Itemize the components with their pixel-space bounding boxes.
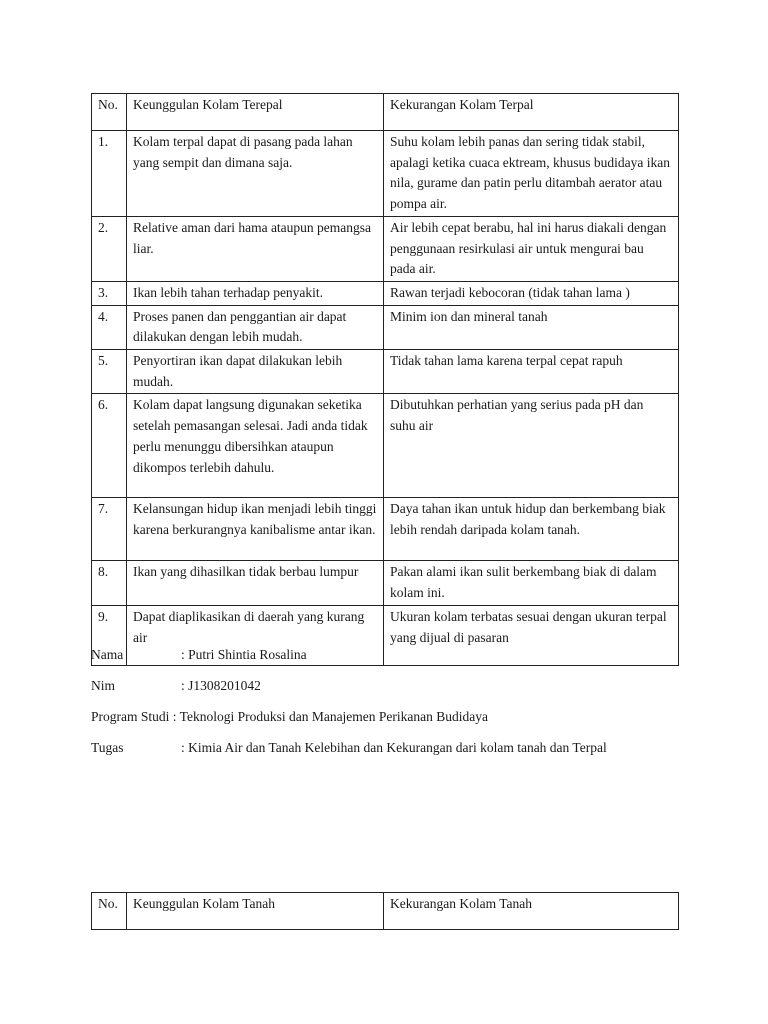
table-row [92, 498, 679, 561]
table-header-row [92, 94, 679, 131]
tugas-value: : Kimia Air dan Tanah Kelebihan dan Kekurangan dari kolam tanah dan Terpal [181, 740, 607, 755]
info-nim [91, 678, 261, 694]
header-advantage: Keunggulan Kolam Tanah [127, 893, 384, 930]
row-no: 2. [92, 216, 127, 281]
row-advantage: Ikan lebih tahan terhadap penyakit. [127, 281, 384, 305]
prodi-label: Program Studi [91, 709, 170, 724]
row-no: 7. [92, 498, 127, 561]
row-advantage: Kolam terpal dapat di pasang pada lahan yang sempit dan dimana saja. [127, 131, 384, 217]
info-nama [91, 647, 307, 663]
nim-value: : J1308201042 [181, 678, 261, 693]
table-row [92, 561, 679, 605]
row-disadvantage: Tidak tahan lama karena terpal cepat rapuh [384, 350, 679, 394]
table-row [92, 350, 679, 394]
row-no: 5. [92, 350, 127, 394]
row-advantage: Relative aman dari hama ataupun pemangsa liar. [127, 216, 384, 281]
row-advantage: Proses panen dan penggantian air dapat dilakukan dengan lebih mudah. [127, 305, 384, 349]
row-advantage: Kolam dapat langsung digunakan seketika setelah pemasangan selesai. Jadi anda tidak perlu menunggu dibersihkan ataupun dikompos terlebih dahulu. [127, 394, 384, 498]
row-advantage: Kelansungan hidup ikan menjadi lebih tinggi karena berkurangnya kanibalisme antar ikan. [127, 498, 384, 561]
row-disadvantage: Rawan terjadi kebocoran (tidak tahan lama ) [384, 281, 679, 305]
row-disadvantage: Ukuran kolam terbatas sesuai dengan ukuran terpal yang dijual di pasaran [384, 605, 679, 665]
header-no: No. [92, 94, 127, 131]
nim-label: Nim [91, 678, 116, 693]
header-disadvantage: Kekurangan Kolam Terpal [384, 94, 679, 131]
table-header-row [92, 893, 679, 930]
row-disadvantage: Pakan alami ikan sulit berkembang biak di dalam kolam ini. [384, 561, 679, 605]
nama-label: Nama [91, 647, 124, 662]
prodi-value: : Teknologi Produksi dan Manajemen Perikanan Budidaya [169, 709, 489, 724]
table-row [92, 281, 679, 305]
row-disadvantage: Minim ion dan mineral tanah [384, 305, 679, 349]
row-advantage: Ikan yang dihasilkan tidak berbau lumpur [127, 561, 384, 605]
tugas-label: Tugas [91, 740, 124, 755]
table-row [92, 394, 679, 498]
row-disadvantage: Dibutuhkan perhatian yang serius pada pH dan suhu air [384, 394, 679, 498]
info-program-studi [91, 709, 488, 725]
header-no: No. [92, 893, 127, 930]
nama-value: : Putri Shintia Rosalina [181, 647, 307, 662]
table-row [92, 131, 679, 217]
comparison-table-terpal [91, 93, 679, 666]
table-row [92, 216, 679, 281]
row-no: 6. [92, 394, 127, 498]
row-no: 8. [92, 561, 127, 605]
comparison-table-tanah [91, 892, 679, 930]
header-advantage: Keunggulan Kolam Terepal [127, 94, 384, 131]
row-no: 1. [92, 131, 127, 217]
header-disadvantage: Kekurangan Kolam Tanah [384, 893, 679, 930]
row-disadvantage: Daya tahan ikan untuk hidup dan berkembang biak lebih rendah daripada kolam tanah. [384, 498, 679, 561]
row-disadvantage: Air lebih cepat berabu, hal ini harus diakali dengan penggunaan resirkulasi air untuk mengurai bau pada air. [384, 216, 679, 281]
row-advantage: Penyortiran ikan dapat dilakukan lebih mudah. [127, 350, 384, 394]
row-no: 4. [92, 305, 127, 349]
info-tugas [91, 740, 607, 756]
row-no: 3. [92, 281, 127, 305]
row-advantage: Dapat diaplikasikan di daerah yang kurang air [127, 605, 384, 665]
row-disadvantage: Suhu kolam lebih panas dan sering tidak stabil, apalagi ketika cuaca ektream, khusus budidaya ikan nila, gurame dan patin perlu ditambah aerator atau pompa air. [384, 131, 679, 217]
table-row [92, 305, 679, 349]
row-no: 9. [92, 605, 127, 665]
